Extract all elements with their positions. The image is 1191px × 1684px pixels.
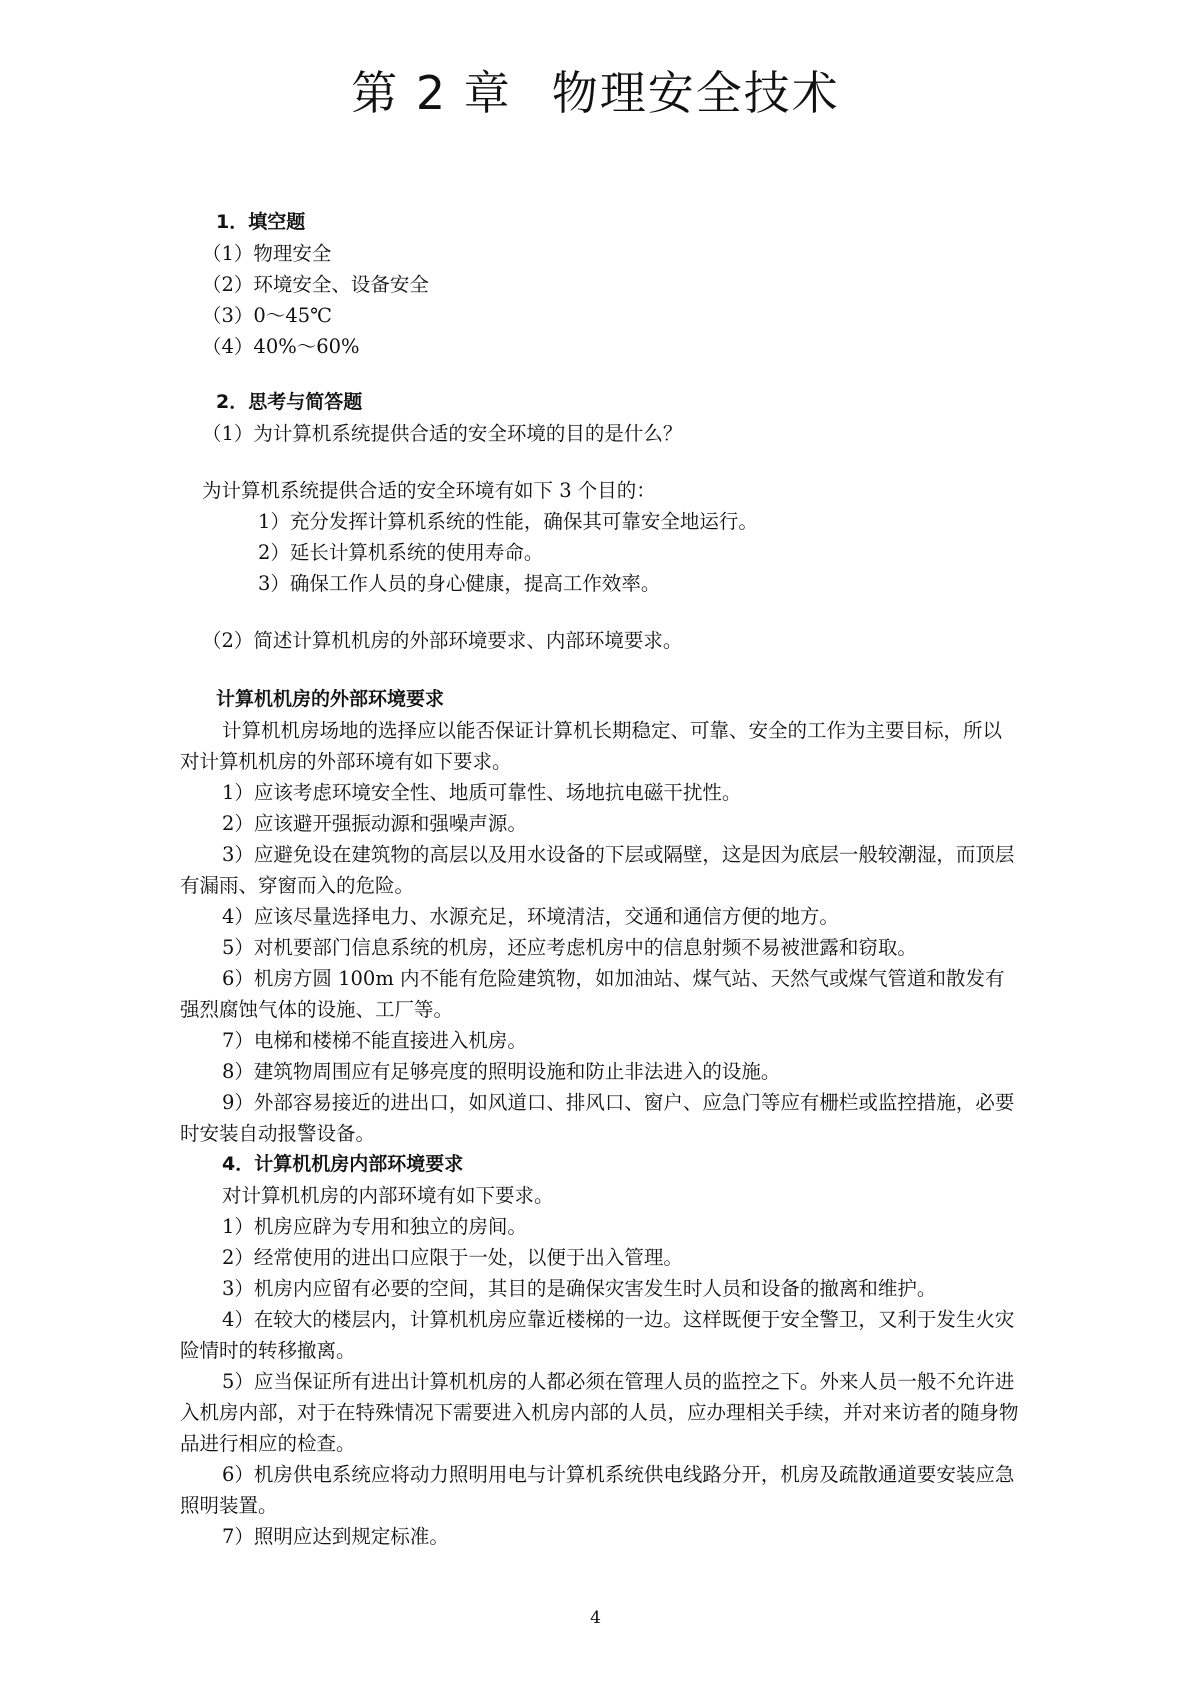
answer-1-item: 3）确保工作人员的身心健康，提高工作效率。	[258, 572, 661, 595]
internal-requirement-item: 1）机房应辟为专用和独立的房间。	[222, 1215, 527, 1238]
answer-item: （1）物理安全	[202, 242, 332, 265]
external-requirement-item: 9）外部容易接近的进出口，如风道口、排风口、窗户、应急门等应有栅栏或监控措施，必要时安装自动报警设备。	[180, 1091, 1015, 1145]
section-heading-fill-blank: 1．填空题	[216, 211, 306, 233]
internal-requirement-item: 3）机房内应留有必要的空间，其目的是确保灾害发生时人员和设备的撤离和维护。	[222, 1277, 937, 1300]
external-requirement-item: 3）应避免设在建筑物的高层以及用水设备的下层或隔壁，这是因为底层一般较潮湿，而顶层有漏雨、穿窗而入的危险。	[180, 843, 1015, 897]
external-requirements-heading: 计算机机房的外部环境要求	[216, 688, 445, 710]
answer-item: （4）40%～60%	[202, 335, 360, 358]
answer-item: （3）0～45℃	[202, 304, 332, 327]
internal-requirements-heading: 4．计算机机房内部环境要求	[222, 1153, 464, 1175]
external-requirement-item: 6）机房方圆 100m 内不能有危险建筑物，如加油站、煤气站、天然气或煤气管道和散发有强烈腐蚀气体的设施、工厂等。	[180, 967, 1005, 1021]
external-requirement-item: 8）建筑物周围应有足够亮度的照明设施和防止非法进入的设施。	[222, 1060, 781, 1083]
external-requirement-item: 2）应该避开强振动源和强噪声源。	[222, 812, 527, 835]
internal-requirement-item: 6）机房供电系统应将动力照明用电与计算机系统供电线路分开，机房及疏散通道要安装应急照明装置。	[180, 1463, 1015, 1517]
section-heading-short-answer: 2．思考与简答题	[216, 391, 363, 413]
external-requirement-item: 5）对机要部门信息系统的机房，还应考虑机房中的信息射频不易被泄露和窃取。	[222, 936, 917, 959]
internal-requirement-item: 7）照明应达到规定标准。	[222, 1525, 449, 1548]
external-requirements-intro: 计算机机房场地的选择应以能否保证计算机长期稳定、可靠、安全的工作为主要目标，所以对计算机机房的外部环境有如下要求。	[180, 719, 1003, 773]
chapter-name: 物理安全技术	[551, 66, 840, 120]
external-requirement-item: 1）应该考虑环境安全性、地质可靠性、场地抗电磁干扰性。	[222, 781, 742, 804]
question-2: （2）简述计算机机房的外部环境要求、内部环境要求。	[202, 629, 683, 652]
chapter-number: 第 2 章	[351, 66, 512, 120]
page-number: 4	[590, 1608, 601, 1628]
external-requirement-item: 7）电梯和楼梯不能直接进入机房。	[222, 1029, 527, 1052]
internal-requirements-intro: 对计算机机房的内部环境有如下要求。	[222, 1184, 554, 1207]
internal-requirement-item: 5）应当保证所有进出计算机机房的人都必须在管理人员的监控之下。外来人员一般不允许进入机房内部，对于在特殊情况下需要进入机房内部的人员，应办理相关手续，并对来访者的随身物品进行相应的检查。	[180, 1370, 1019, 1455]
document-body	[180, 207, 1020, 1552]
internal-requirement-item: 2）经常使用的进出口应限于一处，以便于出入管理。	[222, 1246, 683, 1269]
answer-1-intro: 为计算机系统提供合适的安全环境有如下 3 个目的：	[202, 479, 656, 502]
internal-requirement-item: 4）在较大的楼层内，计算机机房应靠近楼梯的一边。这样既便于安全警卫，又利于发生火灾险情时的转移撤离。	[180, 1308, 1015, 1362]
answer-1-item: 2）延长计算机系统的使用寿命。	[258, 541, 544, 564]
question-1: （1）为计算机系统提供合适的安全环境的目的是什么？	[202, 422, 683, 445]
answer-1-item: 1）充分发挥计算机系统的性能，确保其可靠安全地运行。	[258, 510, 758, 533]
external-requirement-item: 4）应该尽量选择电力、水源充足，环境清洁，交通和通信方便的地方。	[222, 905, 839, 928]
chapter-title	[0, 58, 1191, 128]
answer-item: （2）环境安全、设备安全	[202, 273, 429, 296]
